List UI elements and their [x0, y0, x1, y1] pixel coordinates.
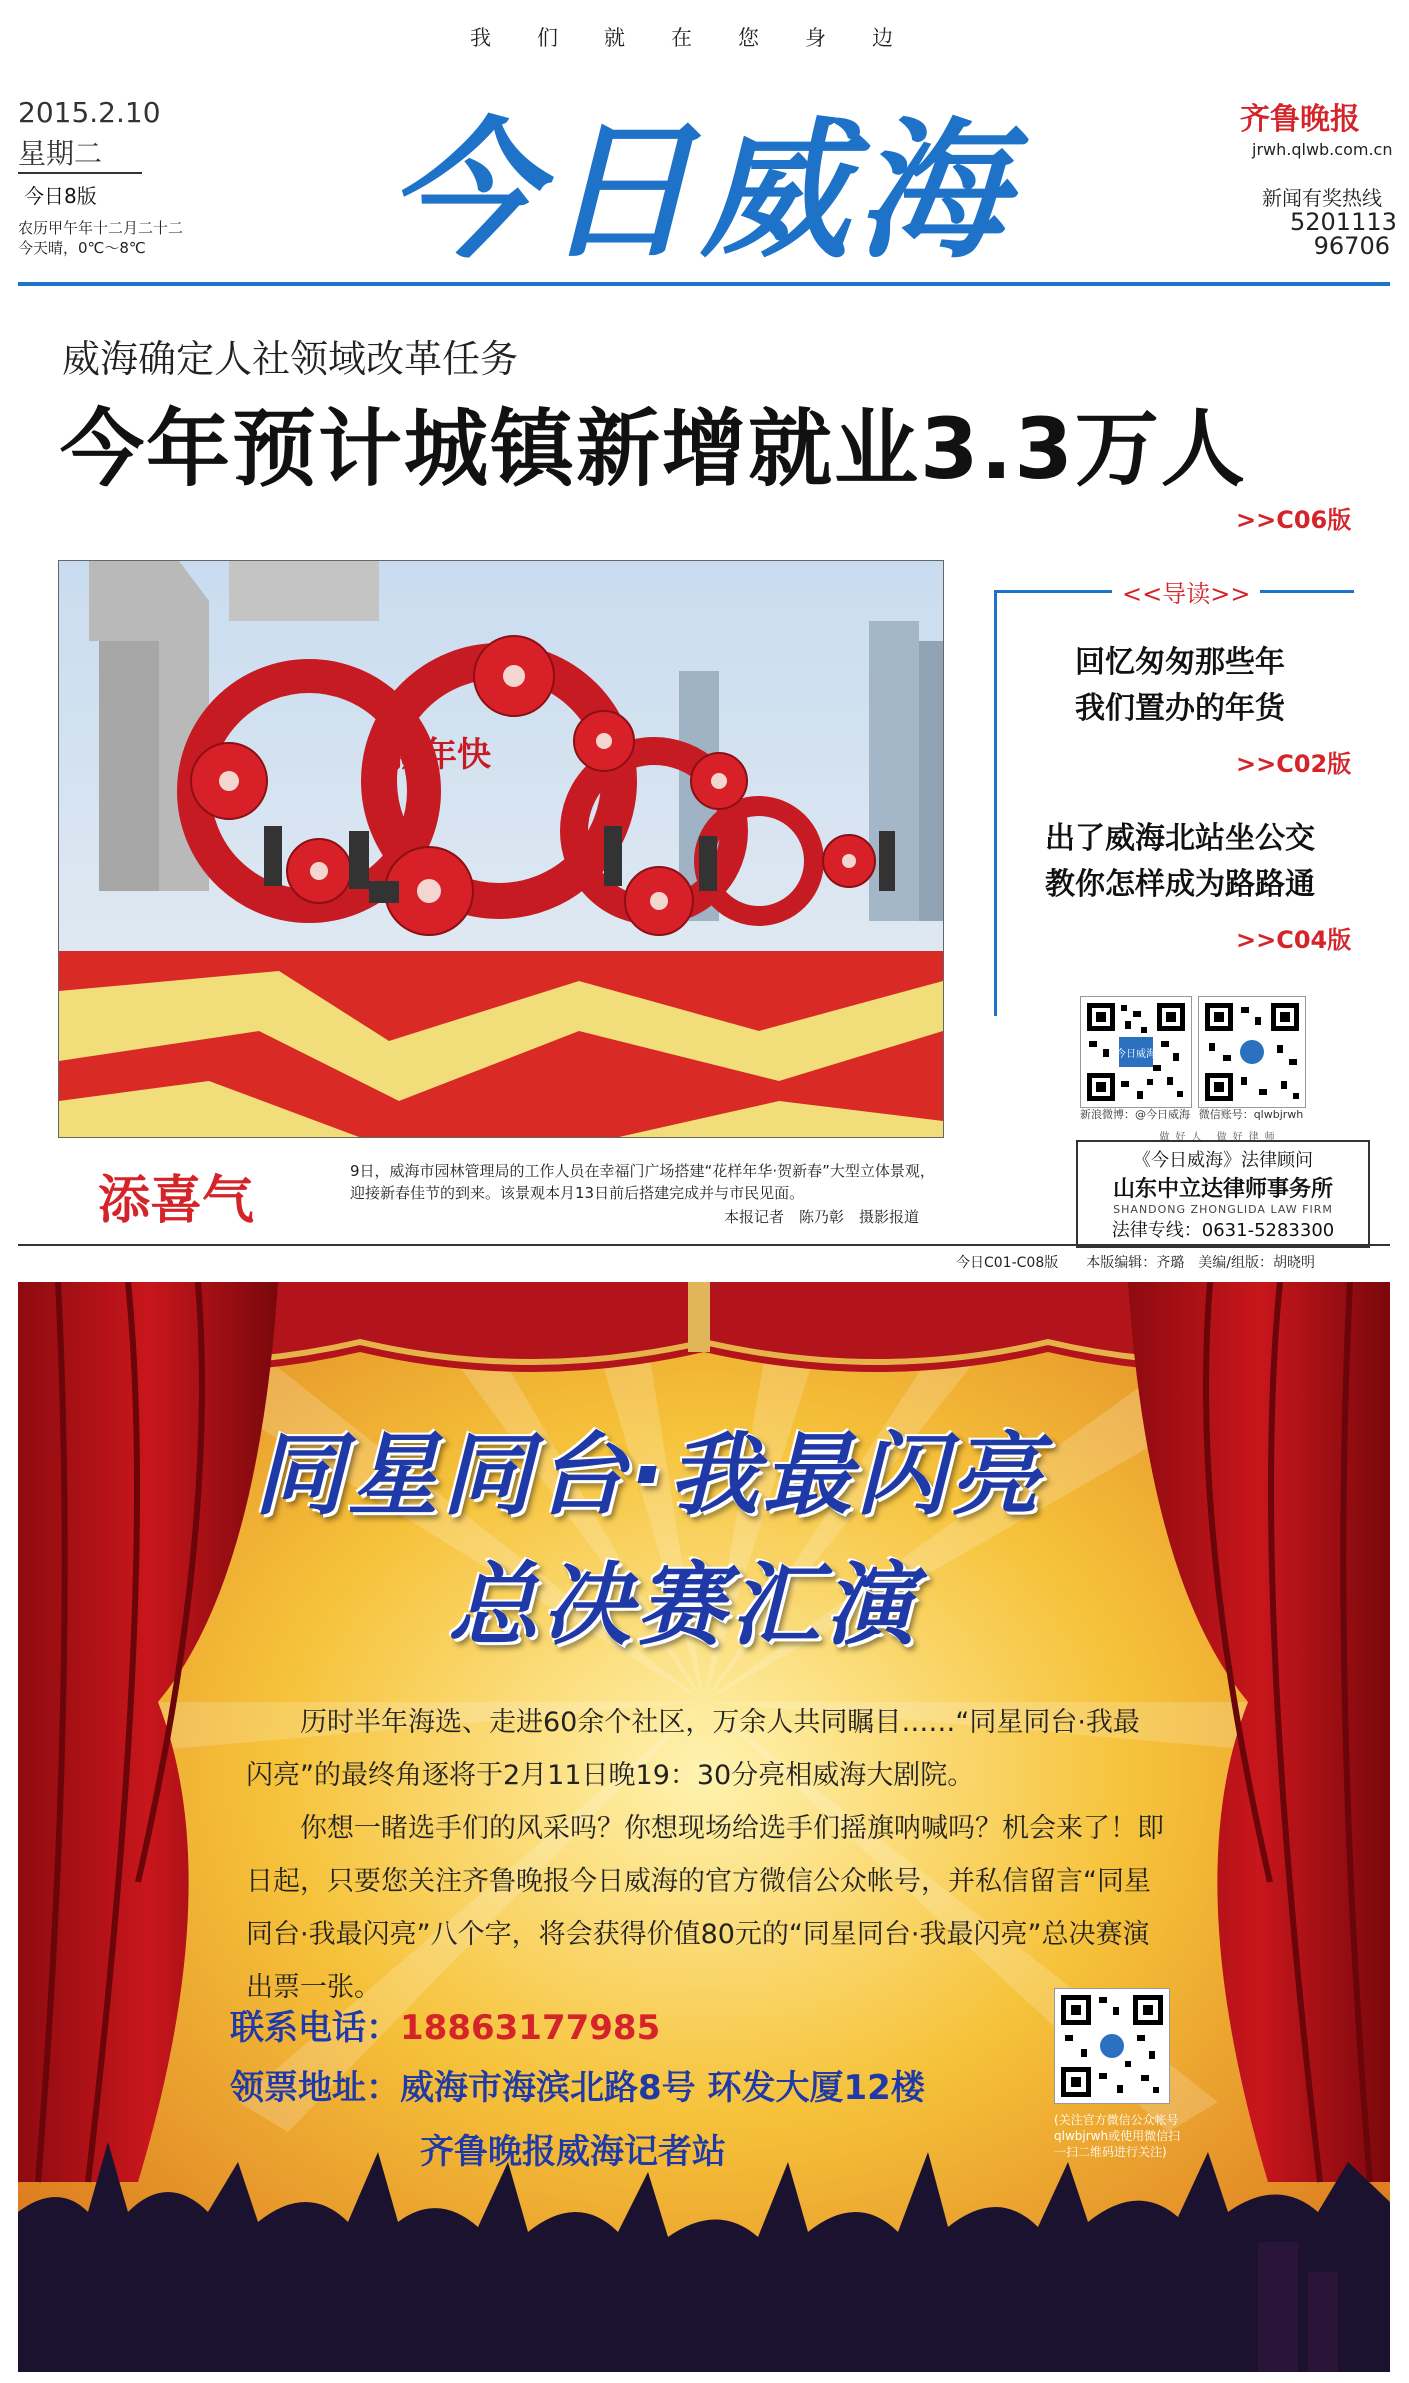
ad-wechat-qr-code[interactable]	[1054, 1988, 1170, 2104]
hotline-label: 新闻有奖热线	[1262, 186, 1382, 210]
edition-count: 今日8版	[24, 184, 97, 208]
law-firm-box	[1076, 1140, 1370, 1248]
ad-phone-label: 联系电话：	[230, 2008, 400, 2048]
guide-item-1-line1: 回忆匆匆那些年	[1075, 645, 1285, 680]
photo-caption: 9日，威海市园林管理局的工作人员在幸福门广场搭建“花样年华·贺新春”大型立体景观，迎接新春佳节的到来。该景观本月13日前后搭建完成并与市民见面。	[350, 1162, 935, 1202]
law-firm-phone: 法律专线：0631-5283300	[1111, 1220, 1335, 1241]
brand-url[interactable]: jrwh.qlwb.com.cn	[1252, 140, 1393, 159]
photo-byline: 本报记者 陈乃彰 摄影报道	[724, 1208, 920, 1226]
lead-kicker: 威海确定人社领域改革任务	[62, 337, 519, 381]
guide-item-1[interactable]	[1010, 640, 1350, 732]
event-advertisement	[18, 1282, 1390, 2372]
lunar-date: 农历甲午年十二月二十二	[18, 219, 184, 237]
ad-phone-row	[230, 1998, 660, 2058]
guide-item-2-line1: 出了威海北站坐公交	[1045, 821, 1315, 856]
ad-address: 威海市海滨北路8号 环发大厦12楼	[400, 2068, 925, 2108]
ad-address-line2: 齐鲁晚报威海记者站	[420, 2132, 726, 2172]
masthead-divider	[18, 282, 1390, 286]
sign-text: 新年快	[389, 735, 491, 775]
lead-headline[interactable]: 今年预计城镇新增就业3.3万人	[60, 400, 1247, 498]
masthead-slogan: 我们就在您身边	[470, 26, 939, 50]
guide-item-1-ref[interactable]: >>C02版	[1236, 750, 1352, 778]
ad-title-line1: 同星同台·我最闪亮	[254, 1423, 1045, 1528]
guide-item-2-line2: 教你怎样成为路路通	[1045, 867, 1315, 902]
ad-body	[246, 1696, 1166, 2014]
law-firm-english: SHANDONG ZHONGLIDA LAW FIRM	[1113, 1203, 1333, 1216]
section-divider	[18, 1244, 1390, 1246]
ad-qr-caption: (关注官方微信公众帐号qlwbjrwh或使用微信扫一扫二维码进行关注)	[1054, 2113, 1181, 2159]
hotline-number-1: 5201113	[1290, 208, 1397, 236]
law-firm-tagline: 做好人 做好律师	[1159, 1132, 1281, 1143]
ad-address-row	[230, 2058, 925, 2118]
brand-logo: 齐鲁晚报	[1240, 102, 1360, 137]
ad-paragraph-2: 你想一睹选手们的风采吗？你想现场给选手们摇旗呐喊吗？机会来了！即日起，只要您关注齐鲁晚报今日威海的官方微信公众帐号，并私信留言“同星同台·我最闪亮”八个字，将会获得价值80元的“同星同台·我最闪亮”总决赛演出票一张。	[246, 1813, 1164, 2003]
weibo-qr-caption: 新浪微博：@今日威海	[1080, 1108, 1190, 1121]
weather: 今天晴，0℃～8℃	[18, 239, 146, 257]
page-editor-credit: 今日C01-C08版 本版编辑：齐璐 美编/组版：胡晓明	[956, 1255, 1315, 1271]
law-firm-name: 山东中立达律师事务所	[1112, 1177, 1333, 1202]
wechat-qr-caption: 微信账号：qlwbjrwh	[1198, 1108, 1304, 1121]
guide-title: <<导读>>	[1112, 574, 1260, 609]
ad-address-label: 领票地址：	[230, 2068, 400, 2108]
weibo-qr-code[interactable]	[1080, 996, 1192, 1108]
photo-caption-title: 添喜气	[98, 1171, 255, 1231]
guide-item-2[interactable]	[1010, 816, 1350, 908]
ad-title-line2: 总决赛汇演	[448, 1553, 918, 1658]
qr-center-label: 今日威海	[1116, 1049, 1156, 1060]
ad-phone-number[interactable]: 18863177985	[400, 2008, 661, 2048]
news-photo	[58, 560, 944, 1138]
hotline-number-2: 96706	[1313, 232, 1390, 260]
ad-paragraph-1: 历时半年海选、走进60余个社区，万余人共同瞩目……“同星同台·我最闪亮”的最终角逐将于2月11日晚19：30分亮相威海大剧院。	[246, 1707, 1140, 1791]
wechat-qr-code[interactable]	[1198, 996, 1306, 1108]
law-firm-line1: 《今日威海》法律顾问	[1133, 1150, 1313, 1171]
lead-page-ref[interactable]: >>C06版	[1236, 506, 1352, 534]
newspaper-title: 今日威海	[387, 105, 1012, 279]
guide-item-2-ref[interactable]: >>C04版	[1236, 926, 1352, 954]
issue-weekday: 星期二	[18, 132, 142, 174]
guide-item-1-line2: 我们置办的年货	[1075, 691, 1285, 726]
issue-date: 2015.2.10	[18, 96, 161, 129]
guide-rule-left	[994, 590, 997, 1016]
lunar-weather	[18, 218, 183, 258]
